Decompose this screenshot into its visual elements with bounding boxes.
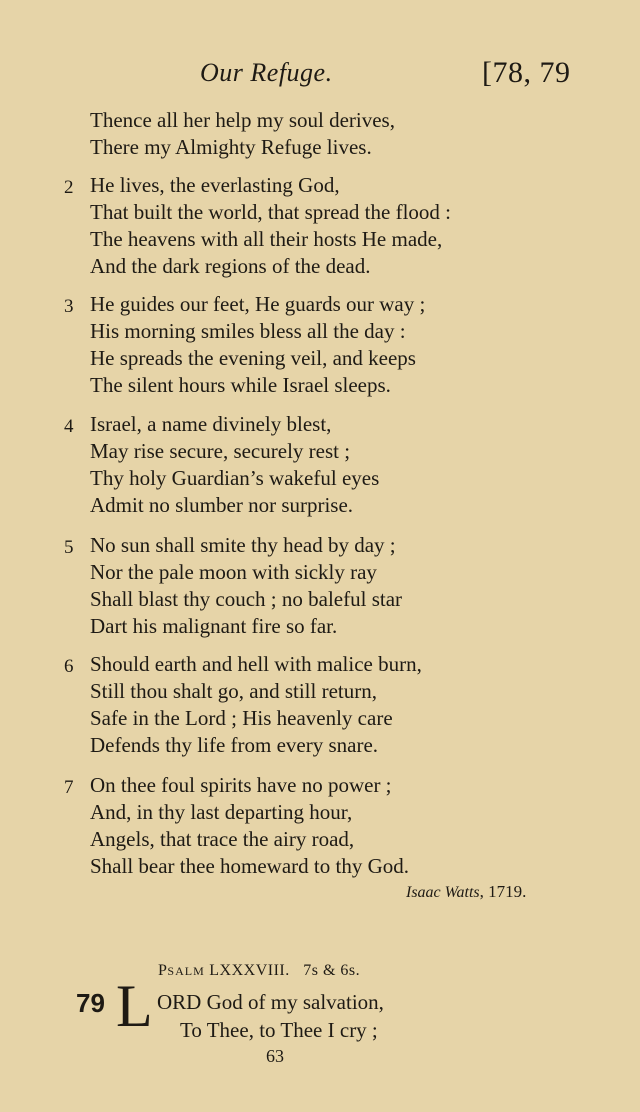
verse-line: Still thou shalt go, and still return, bbox=[90, 679, 377, 703]
verse-line: He spreads the evening veil, and keeps bbox=[90, 346, 416, 370]
verse-line: Thence all her help my soul derives, bbox=[90, 108, 395, 132]
psalm-word: SALM bbox=[167, 964, 205, 978]
hymn-line: To Thee, to Thee I cry ; bbox=[180, 1018, 378, 1042]
verse-line: Shall blast thy couch ; no baleful star bbox=[90, 587, 403, 611]
verse-line: No sun shall smite thy head by day ; bbox=[90, 533, 396, 557]
verse-line: That built the world, that spread the flood : bbox=[90, 200, 451, 224]
meter: 7s & 6s. bbox=[289, 962, 361, 979]
verse-line: Shall bear thee homeward to thy God. bbox=[90, 854, 409, 878]
verse-line: Admit no slumber nor surprise. bbox=[90, 493, 354, 517]
verse-line: Nor the pale moon with sickly ray bbox=[90, 560, 377, 584]
author-attribution bbox=[406, 882, 526, 902]
verse-line: He guides our feet, He guards our way ; bbox=[90, 292, 426, 316]
verse-number: 4 bbox=[64, 416, 74, 437]
hymn-range: [78, 79 bbox=[482, 56, 571, 89]
psalm-initial: P bbox=[158, 962, 168, 979]
verse-number: 6 bbox=[64, 656, 74, 677]
psalm-number: LXXXVIII. bbox=[204, 962, 290, 979]
verse-line: And, in thy last departing hour, bbox=[90, 800, 353, 824]
verse-line: The silent hours while Israel sleeps. bbox=[90, 373, 391, 397]
verse-line: He lives, the everlasting God, bbox=[90, 173, 340, 197]
verse-line: The heavens with all their hosts He made, bbox=[90, 227, 443, 251]
author-year: , 1719. bbox=[479, 882, 527, 901]
verse-number: 2 bbox=[64, 177, 74, 198]
verse-line: Should earth and hell with malice burn, bbox=[90, 652, 422, 676]
verse-line: On thee foul spirits have no power ; bbox=[90, 773, 392, 797]
verse-number: 5 bbox=[64, 537, 74, 558]
verse-number: 7 bbox=[64, 777, 74, 798]
hymn-line: ORD God of my salvation, bbox=[157, 990, 384, 1014]
verse-line: Dart his malignant fire so far. bbox=[90, 614, 338, 638]
verse-line: There my Almighty Refuge lives. bbox=[90, 135, 372, 159]
verse-number: 3 bbox=[64, 296, 74, 317]
verse-line: Israel, a name divinely blest, bbox=[90, 412, 332, 436]
verse-line: May rise secure, securely rest ; bbox=[90, 439, 351, 463]
author-name: Isaac Watts bbox=[406, 884, 480, 901]
verse-line: Angels, that trace the airy road, bbox=[90, 827, 355, 851]
verse-line: Defends thy life from every snare. bbox=[90, 733, 379, 757]
hymn-number: 79 bbox=[76, 988, 105, 1018]
page-number: 63 bbox=[266, 1046, 284, 1066]
psalm-heading bbox=[158, 962, 360, 980]
drop-cap: L bbox=[116, 973, 153, 1039]
verse-line: Thy holy Guardian’s wakeful eyes bbox=[90, 466, 380, 490]
verse-line: And the dark regions of the dead. bbox=[90, 254, 371, 278]
running-title: Our Refuge. bbox=[200, 58, 333, 87]
verse-line: His morning smiles bless all the day : bbox=[90, 319, 406, 343]
verse-line: Safe in the Lord ; His heavenly care bbox=[90, 706, 393, 730]
